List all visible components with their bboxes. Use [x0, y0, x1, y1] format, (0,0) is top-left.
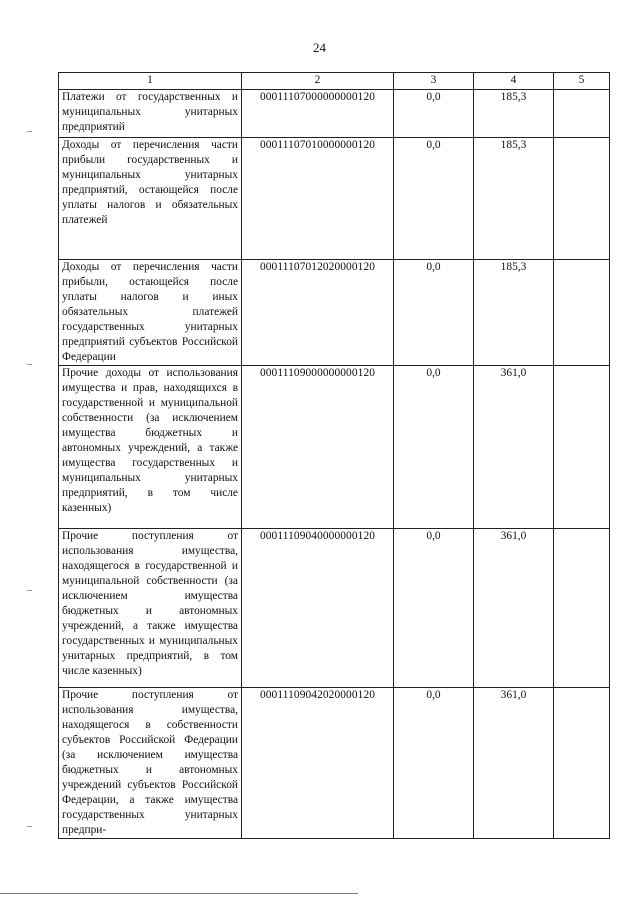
margin-tick-mark	[27, 826, 32, 827]
row-code: 00011109000000000120	[242, 366, 394, 529]
header-col-1: 1	[59, 73, 242, 90]
row-col4-value: 185,3	[474, 138, 554, 260]
row-name: Прочие доходы от использования имущества и прав, находящихся в государственной и муниципальной собственности (за исключением имущества бюджетных и автономных учреждений, а также имущества государственных и муниципальных унитарных предприятий, в том числе казенных)	[59, 366, 242, 529]
table-row	[59, 688, 610, 839]
row-name: Доходы от перечисления части прибыли государственных и муниципальных унитарных предприятий, остающейся после уплаты налогов и обязательных платежей	[59, 138, 242, 260]
row-name: Доходы от перечисления части прибыли, остающейся после уплаты налогов и иных обязательных платежей государственных унитарных предприятий субъектов Российской Федерации	[59, 260, 242, 366]
header-col-3: 3	[394, 73, 474, 90]
table-row	[59, 90, 610, 138]
row-name: Платежи от государственных и муниципальных унитарных предприятий	[59, 90, 242, 138]
row-code: 00011107010000000120	[242, 138, 394, 260]
row-code: 00011109042020000120	[242, 688, 394, 839]
revenue-table	[58, 72, 610, 839]
table-row	[59, 260, 610, 366]
row-col4-value: 361,0	[474, 366, 554, 529]
row-col5-value	[554, 90, 610, 138]
row-col5-value	[554, 138, 610, 260]
footer-rule	[0, 893, 358, 894]
row-col3-value: 0,0	[394, 529, 474, 688]
row-code: 00011107012020000120	[242, 260, 394, 366]
row-col4-value: 361,0	[474, 529, 554, 688]
row-col3-value: 0,0	[394, 90, 474, 138]
row-col3-value: 0,0	[394, 260, 474, 366]
table-header-row	[59, 73, 610, 90]
page-number: 24	[313, 40, 326, 55]
header-col-5: 5	[554, 73, 610, 90]
row-col5-value	[554, 688, 610, 839]
margin-tick-mark	[27, 364, 32, 365]
row-name: Прочие поступления от использования имущества, находящегося в собственности субъектов Российской Федерации (за исключением имущества бюджетных и автономных учреждений субъектов Российской Федерации, а также имущества государственных унитарных предпри-	[59, 688, 242, 839]
row-col4-value: 361,0	[474, 688, 554, 839]
row-col5-value	[554, 260, 610, 366]
row-code: 00011107000000000120	[242, 90, 394, 138]
table-row	[59, 366, 610, 529]
row-col3-value: 0,0	[394, 366, 474, 529]
margin-tick-mark	[27, 131, 32, 132]
row-col3-value: 0,0	[394, 138, 474, 260]
row-col3-value: 0,0	[394, 688, 474, 839]
table-row	[59, 529, 610, 688]
row-col5-value	[554, 529, 610, 688]
header-col-2: 2	[242, 73, 394, 90]
row-name: Прочие поступления от использования имущества, находящегося в государственной и муниципальной собственности (за исключением имущества бюджетных и автономных учреждений, а также имущества государственных и муниципальных унитарных предприятий, в том числе казенных)	[59, 529, 242, 688]
header-col-4: 4	[474, 73, 554, 90]
row-col4-value: 185,3	[474, 260, 554, 366]
table-row	[59, 138, 610, 260]
margin-tick-mark	[27, 590, 32, 591]
row-code: 00011109040000000120	[242, 529, 394, 688]
row-col5-value	[554, 366, 610, 529]
row-col4-value: 185,3	[474, 90, 554, 138]
